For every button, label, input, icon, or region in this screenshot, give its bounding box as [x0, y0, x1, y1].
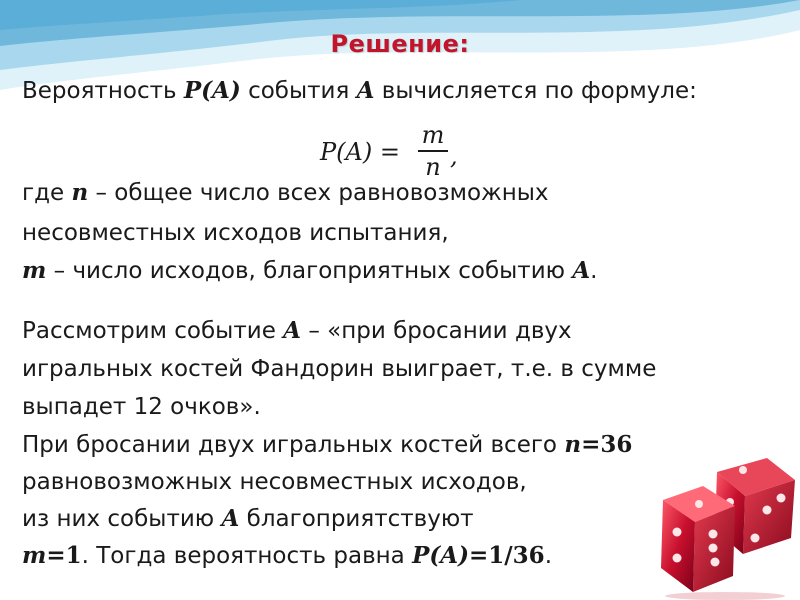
die-front — [661, 486, 735, 592]
formula-fraction — [418, 122, 448, 180]
count-line-1: При бросании двух игральных костей всего n=36 — [22, 431, 633, 458]
formula-denominator: n — [425, 152, 441, 181]
event-line-3: выпадет 12 очков». — [22, 394, 261, 420]
definition-line-1: где n – общее число всех равновозможных — [22, 179, 549, 206]
red-dice-image — [655, 450, 800, 600]
formula-comma: , — [450, 142, 458, 170]
count-line-3: из них событию A благоприятствуют — [22, 505, 474, 532]
definition-line-3: m – число исходов, благоприятных событию A. — [22, 257, 598, 284]
formula-numerator: m — [421, 121, 445, 149]
formula-lhs: P(A) = — [320, 138, 400, 166]
intro-line: Вероятность P(A) события A вычисляется по формуле: — [22, 77, 697, 104]
event-line-2: игральных костей Фандорин выиграет, т.е. в сумме — [22, 356, 657, 382]
event-line-1: Рассмотрим событие A – «при бросании двух — [22, 317, 572, 344]
fraction-bar — [418, 150, 448, 152]
definition-line-2: несовместных исходов испытания, — [22, 220, 449, 246]
slide-title: Решение: — [330, 30, 470, 58]
count-line-2: равновозможных несовместных исходов, — [22, 469, 527, 495]
count-line-4: m=1. Тогда вероятность равна P(A)=1/36. — [22, 542, 552, 569]
